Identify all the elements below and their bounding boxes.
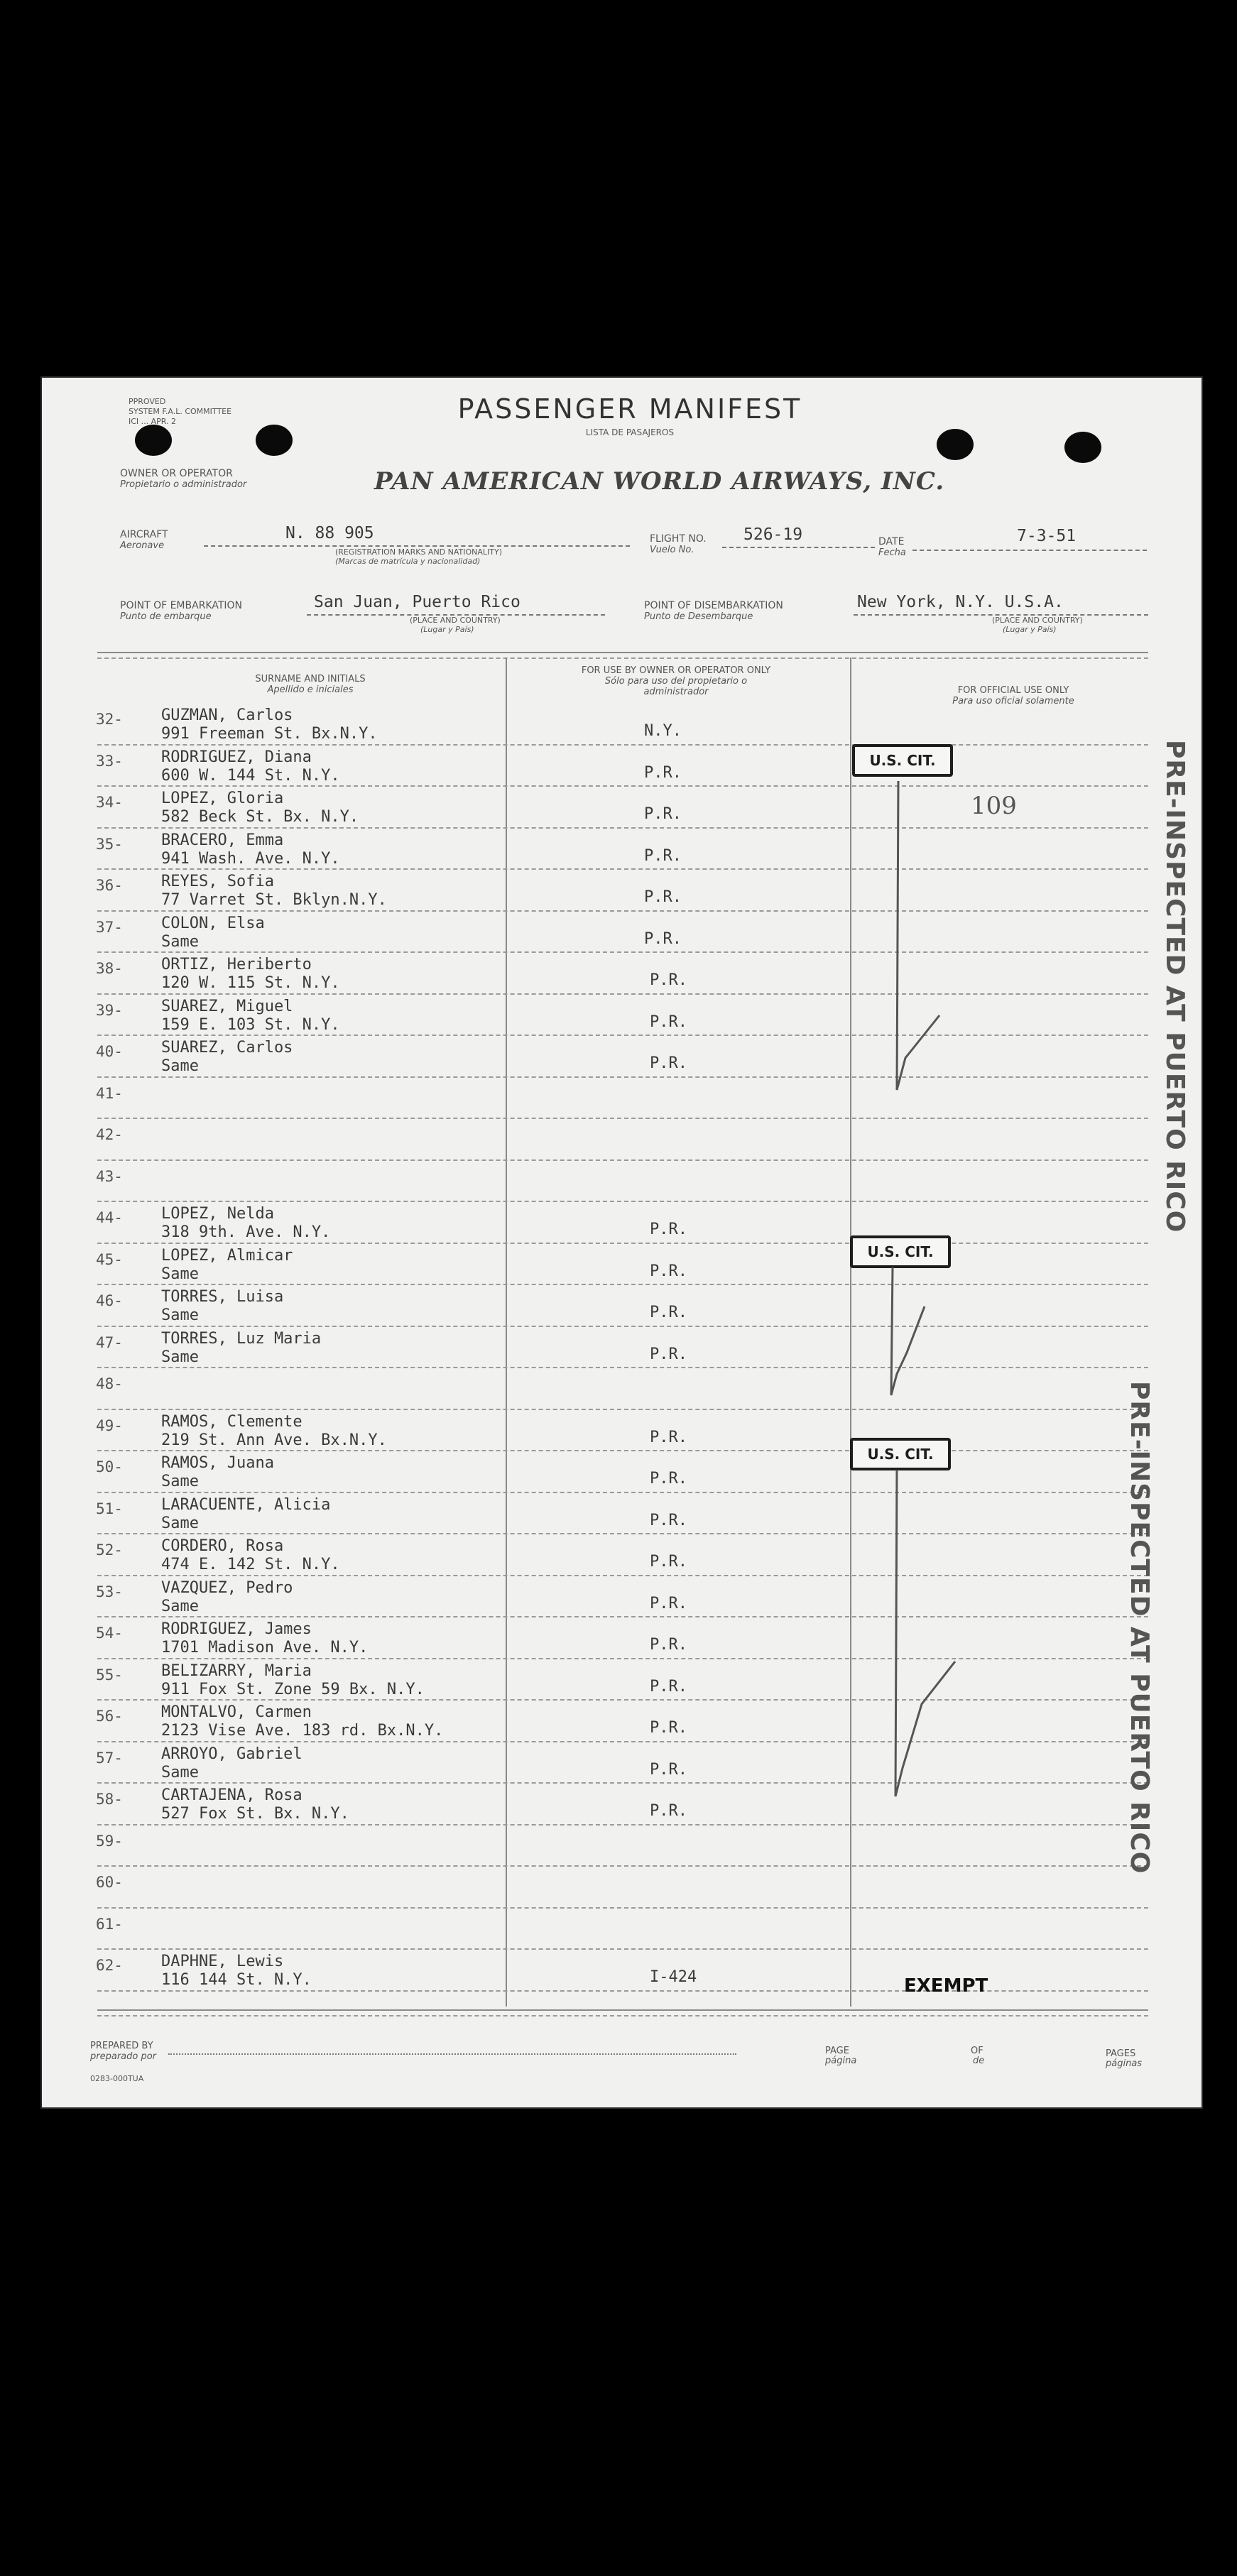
passenger-address: 527 Fox St. Bx. N.Y.	[161, 1805, 349, 1823]
date-label-es: Fecha	[878, 547, 906, 558]
row-number: 47-	[96, 1333, 123, 1351]
punch-hole	[1064, 432, 1101, 463]
passenger-origin-code: P.R.	[650, 1594, 687, 1612]
row-divider	[97, 910, 1148, 912]
column-divider-2	[850, 657, 851, 2007]
row-number: 40-	[96, 1043, 123, 1060]
column-divider-1	[506, 657, 507, 2007]
row-divider	[97, 1658, 1148, 1659]
row-number: 44-	[96, 1209, 123, 1226]
page-label: PAGE	[825, 2046, 849, 2056]
row-divider	[97, 1409, 1148, 1410]
passenger-address: Same	[161, 1306, 199, 1324]
passenger-address: 1701 Madison Ave. N.Y.	[161, 1639, 369, 1657]
passenger-address: 120 W. 115 St. N.Y.	[161, 974, 340, 992]
us-cit-stamp: U.S. CIT.	[852, 744, 953, 777]
date-label: DATE	[878, 536, 905, 547]
passenger-origin-code: P.R.	[650, 1304, 687, 1321]
passenger-name: RAMOS, Juana	[161, 1454, 274, 1472]
row-number: 39-	[96, 1001, 123, 1019]
passenger-address: 116 144 St. N.Y.	[161, 1971, 312, 1989]
passenger-address: 474 E. 142 St. N.Y.	[161, 1556, 340, 1573]
row-divider	[97, 1076, 1148, 1078]
row-divider	[97, 1990, 1148, 1992]
disembark-caption: (PLACE AND COUNTRY)	[992, 616, 1083, 625]
passenger-name: MONTALVO, Carmen	[161, 1703, 312, 1721]
row-divider	[97, 1035, 1148, 1036]
passenger-name: VAZQUEZ, Pedro	[161, 1578, 293, 1597]
flight-number: 526-19	[743, 525, 803, 544]
approved-line-2: SYSTEM F.A.L. COMMITTEE	[129, 407, 232, 416]
aircraft-value: N. 88 905	[285, 524, 374, 542]
row-number: 38-	[96, 960, 123, 977]
row-divider	[97, 827, 1148, 829]
passenger-origin-code: P.R.	[650, 1054, 687, 1072]
row-divider	[97, 1201, 1148, 1202]
punch-hole	[256, 425, 293, 456]
passenger-origin-code: P.R.	[644, 929, 682, 948]
footer-border-2	[97, 2015, 1148, 2016]
passenger-name: BELIZARRY, Maria	[161, 1661, 312, 1680]
passenger-name: COLON, Elsa	[161, 914, 265, 932]
pages-label: PAGES	[1106, 2048, 1136, 2059]
passenger-address: Same	[161, 1514, 199, 1532]
row-divider	[97, 1492, 1148, 1493]
row-number: 61-	[96, 1915, 123, 1933]
row-number: 52-	[96, 1541, 123, 1559]
row-divider	[97, 744, 1148, 746]
passenger-name: ORTIZ, Heriberto	[161, 956, 312, 973]
row-divider	[97, 1616, 1148, 1617]
row-divider	[97, 1782, 1148, 1784]
disembark-label: POINT OF DISEMBARKATION	[644, 600, 783, 611]
check-mark	[890, 1470, 968, 1811]
row-number: 46-	[96, 1292, 123, 1309]
row-divider	[97, 1865, 1148, 1867]
embark-caption: (PLACE AND COUNTRY)	[410, 616, 501, 625]
passenger-origin-code: P.R.	[644, 763, 682, 782]
embark-label: POINT OF EMBARKATION	[120, 600, 243, 611]
row-divider	[97, 1326, 1148, 1327]
row-number: 36-	[96, 877, 123, 894]
passenger-origin-code: N.Y.	[644, 722, 682, 740]
exempt-stamp: EXEMPT	[904, 1975, 988, 1997]
passenger-name: RAMOS, Clemente	[161, 1412, 303, 1431]
row-number: 62-	[96, 1957, 123, 1974]
passenger-name: RODRIGUEZ, Diana	[161, 748, 312, 766]
check-mark	[890, 781, 961, 1101]
passenger-name: DAPHNE, Lewis	[161, 1953, 284, 1970]
registration-caption: (REGISTRATION MARKS AND NATIONALITY)	[335, 547, 503, 557]
passenger-address: 2123 Vise Ave. 183 rd. Bx.N.Y.	[161, 1722, 444, 1740]
disembark-label-es: Punto de Desembarque	[644, 611, 753, 622]
registration-caption-es: (Marcas de matrícula y nacionalidad)	[335, 557, 481, 566]
row-divider	[97, 993, 1148, 995]
row-number: 43-	[96, 1167, 123, 1185]
passenger-origin-code: P.R.	[650, 1719, 687, 1737]
row-divider	[97, 785, 1148, 787]
passenger-origin-code: P.R.	[650, 1553, 687, 1571]
passenger-origin-code: P.R.	[644, 805, 682, 823]
passenger-address: 941 Wash. Ave. N.Y.	[161, 849, 340, 868]
approved-line-3: ICI ... APR. 2	[129, 417, 177, 426]
row-number: 34-	[96, 794, 123, 811]
passenger-address: Same	[161, 932, 199, 951]
flight-underline	[722, 547, 875, 548]
passenger-origin-code: P.R.	[650, 1511, 687, 1529]
passenger-count: 109	[971, 792, 1017, 820]
passenger-origin-code: I-424	[650, 1968, 697, 1986]
aircraft-label: AIRCRAFT	[120, 529, 168, 540]
row-number: 45-	[96, 1250, 123, 1268]
disembark-caption-es: (Lugar y País)	[1003, 625, 1057, 634]
prepared-by-line	[168, 2053, 736, 2055]
passenger-name: RODRIGUEZ, James	[161, 1620, 312, 1638]
passenger-origin-code: P.R.	[650, 1428, 687, 1446]
passenger-name: LOPEZ, Nelda	[161, 1205, 274, 1223]
prepared-by-label-es: preparado por	[90, 2051, 157, 2062]
flight-label: FLIGHT NO.	[650, 533, 707, 545]
passenger-origin-code: P.R.	[644, 888, 682, 906]
passenger-name: SUAREZ, Carlos	[161, 1039, 293, 1057]
passenger-origin-code: P.R.	[650, 1345, 687, 1363]
row-divider	[97, 1243, 1148, 1244]
passenger-origin-code: P.R.	[644, 846, 682, 865]
passenger-address: 600 W. 144 St. N.Y.	[161, 766, 340, 785]
passenger-address: 77 Varret St. Bklyn.N.Y.	[161, 891, 387, 909]
row-divider	[97, 1824, 1148, 1825]
passenger-name: LOPEZ, Gloria	[161, 790, 284, 807]
row-divider	[97, 1450, 1148, 1451]
page-label-es: página	[825, 2056, 857, 2066]
passenger-origin-code: P.R.	[650, 1677, 687, 1696]
row-divider	[97, 868, 1148, 870]
passenger-address: 318 9th. Ave. N.Y.	[161, 1223, 331, 1241]
approved-line-1: PPROVED	[129, 397, 166, 406]
passenger-origin-code: P.R.	[650, 1802, 687, 1820]
passenger-name: REYES, Sofia	[161, 873, 274, 890]
row-divider	[97, 1367, 1148, 1368]
table-top-border	[97, 652, 1148, 653]
row-number: 37-	[96, 918, 123, 936]
us-cit-stamp: U.S. CIT.	[850, 1235, 951, 1268]
row-number: 57-	[96, 1749, 123, 1767]
row-divider	[97, 1907, 1148, 1909]
page-title: PASSENGER MANIFEST	[457, 393, 802, 425]
row-number: 59-	[96, 1832, 123, 1850]
row-divider	[97, 1159, 1148, 1161]
passenger-address: Same	[161, 1763, 199, 1781]
column-header-official: FOR OFFICIAL USE ONLY Para uso oficial solamente	[952, 685, 1074, 706]
row-number: 32-	[96, 711, 123, 728]
row-divider	[97, 1575, 1148, 1576]
row-divider	[97, 1533, 1148, 1534]
passenger-origin-code: P.R.	[650, 1636, 687, 1654]
of-label-es: de	[973, 2056, 985, 2066]
passenger-origin-code: P.R.	[650, 1221, 687, 1238]
flight-label-es: Vuelo No.	[650, 545, 694, 555]
passenger-origin-code: P.R.	[650, 1760, 687, 1779]
passenger-address: Same	[161, 1348, 199, 1366]
passenger-address: 219 St. Ann Ave. Bx.N.Y.	[161, 1431, 387, 1449]
date-underline	[912, 550, 1147, 551]
row-divider	[97, 1948, 1148, 1950]
pages-label-es: páginas	[1106, 2058, 1143, 2069]
passenger-name: TORRES, Luz Maria	[161, 1329, 322, 1348]
passenger-name: BRACERO, Emma	[161, 831, 284, 849]
row-number: 51-	[96, 1500, 123, 1517]
passenger-address: Same	[161, 1473, 199, 1490]
row-number: 54-	[96, 1625, 123, 1642]
passenger-address: 582 Beck St. Bx. N.Y.	[161, 808, 359, 826]
column-header-surname: SURNAME AND INITIALS Apellido e iniciales	[255, 674, 366, 695]
punch-hole	[135, 425, 172, 456]
embark-caption-es: (Lugar y País)	[420, 625, 474, 634]
passenger-name: LARACUENTE, Alicia	[161, 1495, 331, 1514]
passenger-name: GUZMAN, Carlos	[161, 706, 293, 724]
check-mark	[885, 1267, 935, 1409]
passenger-origin-code: P.R.	[650, 1013, 687, 1031]
punch-hole	[937, 429, 974, 460]
row-number: 49-	[96, 1417, 123, 1434]
row-divider	[97, 1699, 1148, 1701]
table-top-border-2	[97, 657, 1148, 659]
row-divider	[97, 1741, 1148, 1742]
row-number: 56-	[96, 1708, 123, 1725]
embark-value: San Juan, Puerto Rico	[314, 593, 521, 611]
row-number: 42-	[96, 1126, 123, 1143]
passenger-origin-code: P.R.	[650, 1470, 687, 1488]
us-cit-stamp: U.S. CIT.	[850, 1438, 951, 1470]
column-header-owner: FOR USE BY OWNER OR OPERATOR ONLY Sólo para uso del propietario o administrador	[581, 665, 771, 697]
row-divider	[97, 1118, 1148, 1119]
manifest-sheet	[40, 376, 1203, 2109]
of-label: OF	[971, 2046, 983, 2056]
passenger-name: ARROYO, Gabriel	[161, 1745, 303, 1763]
row-number: 35-	[96, 835, 123, 853]
passenger-origin-code: P.R.	[650, 1262, 687, 1280]
passenger-address: Same	[161, 1265, 199, 1283]
row-divider	[97, 951, 1148, 953]
prepared-by-label: PREPARED BY	[90, 2041, 153, 2051]
row-number: 55-	[96, 1666, 123, 1683]
owner-label: OWNER OR OPERATOR	[120, 468, 233, 479]
passenger-address: 991 Freeman St. Bx.N.Y.	[161, 725, 378, 743]
pre-inspected-stamp: PRE-INSPECTED AT PUERTO RICO	[1160, 740, 1189, 1233]
embark-label-es: Punto de embarque	[120, 611, 212, 622]
pre-inspected-stamp: PRE-INSPECTED AT PUERTO RICO	[1125, 1381, 1154, 1874]
passenger-origin-code: P.R.	[650, 971, 687, 989]
airline-name: PAN AMERICAN WORLD AIRWAYS, INC.	[374, 467, 945, 496]
passenger-name: LOPEZ, Almicar	[161, 1246, 293, 1265]
passenger-address: 911 Fox St. Zone 59 Bx. N.Y.	[161, 1680, 425, 1698]
owner-label-es: Propietario o administrador	[120, 479, 247, 490]
row-number: 53-	[96, 1583, 123, 1600]
row-number: 50-	[96, 1458, 123, 1475]
passenger-name: CORDERO, Rosa	[161, 1537, 284, 1555]
passenger-name: CARTAJENA, Rosa	[161, 1786, 303, 1804]
passenger-address: 159 E. 103 St. N.Y.	[161, 1015, 340, 1034]
aircraft-label-es: Aeronave	[120, 540, 165, 551]
row-number: 60-	[96, 1874, 123, 1891]
passenger-name: TORRES, Luisa	[161, 1288, 284, 1306]
row-number: 41-	[96, 1084, 123, 1102]
passenger-address: Same	[161, 1597, 199, 1615]
aircraft-underline	[204, 545, 630, 547]
row-number: 48-	[96, 1375, 123, 1392]
row-divider	[97, 1284, 1148, 1285]
date-value: 7-3-51	[1017, 527, 1077, 545]
footer-border	[97, 2009, 1148, 2011]
passenger-address: Same	[161, 1057, 199, 1075]
row-number: 33-	[96, 752, 123, 770]
passenger-name: SUAREZ, Miguel	[161, 997, 293, 1015]
form-number: 0283-000TUA	[90, 2074, 144, 2083]
page-subtitle: LISTA DE PASAJEROS	[585, 427, 675, 437]
disembark-value: New York, N.Y. U.S.A.	[857, 593, 1064, 611]
row-number: 58-	[96, 1791, 123, 1808]
